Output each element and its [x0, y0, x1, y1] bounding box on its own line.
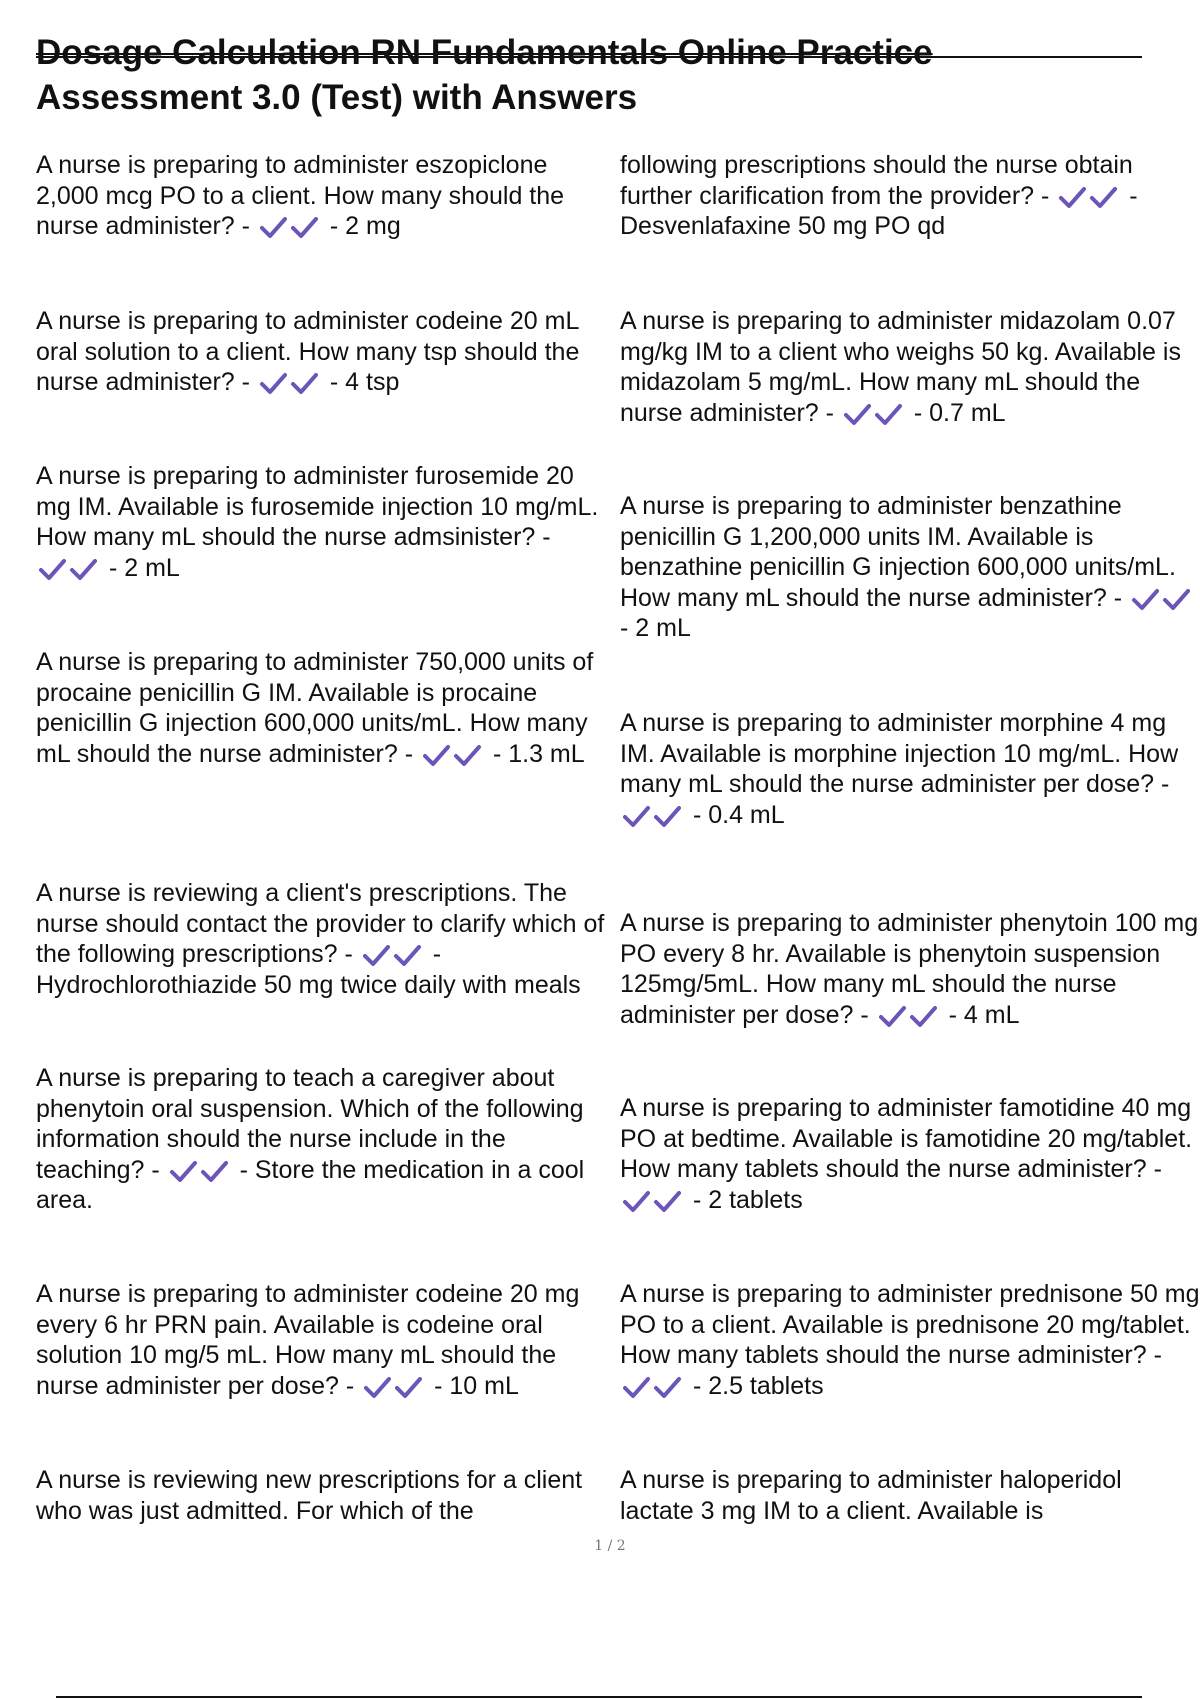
answer-text: 2 tablets [708, 1185, 803, 1214]
qa-item-right-7: A nurse is preparing to administer prednisone 50 mg PO to a client. Available is prednisone 20 mg/tablet. How many tablets should the nurse administer? - - 2.5 tablets [620, 1280, 1200, 1400]
answer-text: Store the medication in a cool area. [36, 1155, 585, 1214]
question-text: A nurse is preparing to administer famotidine 40 mg PO at bedtime. Available is famotidine 20 mg/tablet. How many tablets should the nurse administer? [620, 1094, 1193, 1183]
double-check-icon [622, 803, 684, 829]
qa-item-left-4: A nurse is preparing to administer 750,000 units of procaine penicillin G IM. Available is procaine penicillin G injection 600,000 units/mL. How many mL should the nurse administer? - - 1.3 mL [36, 648, 594, 768]
question-text: A nurse is preparing to administer codeine 20 mg every 6 hr PRN pain. Available is codeine oral solution 10 mg/5 mL. How many mL should the nurse administer per dose? [36, 1280, 580, 1400]
qa-item-right-6: A nurse is preparing to administer famotidine 40 mg PO at bedtime. Available is famotidine 20 mg/tablet. How many tablets should the nurse administer? - - 2 tablets [620, 1094, 1193, 1214]
qa-item-right-4: A nurse is preparing to administer morphine 4 mg IM. Available is morphine injection 10 mg/mL. How many mL should the nurse administer per dose? - - 0.4 mL [620, 709, 1179, 829]
qa-item-right-1: following prescriptions should the nurse obtain further clarification from the provider? - - Desvenlafaxine 50 mg PO qd [620, 151, 1138, 240]
question-text: A nurse is preparing to administer eszopiclone 2,000 mcg PO to a client. How many should the nurse administer? [36, 151, 565, 240]
double-check-icon [259, 370, 321, 396]
answer-text: 0.4 mL [708, 800, 785, 829]
qa-item-left-1: A nurse is preparing to administer eszopiclone 2,000 mcg PO to a client. How many should the nurse administer? - - 2 mg [36, 151, 565, 240]
answer-text: 2 mg [345, 212, 401, 240]
answer-text: 10 mL [449, 1371, 519, 1400]
question-text: A nurse is reviewing a client's prescriptions. The nurse should contact the provider to clarify which of the following prescriptions? [36, 879, 605, 968]
double-check-icon [259, 214, 321, 240]
page-number: 1 / 2 [594, 1538, 626, 1554]
question-text: following prescriptions should the nurse obtain further clarification from the provider? [620, 151, 1133, 210]
answer-text: 2 mL [124, 553, 180, 582]
question-text: A nurse is preparing to teach a caregiver about phenytoin oral suspension. Which of the following information should the nurse include in the teaching? [36, 1064, 584, 1184]
double-check-icon [422, 742, 484, 768]
answer-text: 4 mL [963, 1000, 1020, 1029]
qa-item-right-2: A nurse is preparing to administer midazolam 0.07 mg/kg IM to a client who weighs 50 kg. Available is midazolam 5 mg/mL. How many mL should the nurse administer? - - 0.7 mL [620, 307, 1181, 427]
answer-text: 1.3 mL [508, 739, 585, 768]
double-check-icon [362, 942, 424, 968]
question-text: A nurse is preparing to administer morphine 4 mg IM. Available is morphine injection 10 mg/mL. How many mL should the nurse administer per dose? [620, 709, 1179, 798]
qa-item-left-2: A nurse is preparing to administer codeine 20 mL oral solution to a client. How many tsp should the nurse administer? - - 4 tsp [36, 307, 580, 396]
double-check-icon [169, 1158, 231, 1184]
question-text: A nurse is preparing to administer codeine 20 mL oral solution to a client. How many tsp should the nurse administer? [36, 307, 580, 396]
qa-item-right-3: A nurse is preparing to administer benzathine penicillin G 1,200,000 units IM. Available is benzathine penicillin G injection 600,000 units/mL. How many mL should the nurse administer? - - 2 mL [620, 491, 1200, 644]
answer-text: Desvenlafaxine 50 mg PO qd [620, 212, 946, 240]
title-line-1: Dosage Calculation RN Fundamentals Online Practice [36, 33, 933, 72]
qa-item-left-7: A nurse is preparing to administer codeine 20 mg every 6 hr PRN pain. Available is codeine oral solution 10 mg/5 mL. How many mL should the nurse administer per dose? - - 10 mL [36, 1280, 580, 1400]
double-check-icon [878, 1003, 940, 1029]
double-check-icon [1131, 586, 1193, 612]
title-line-2: Assessment 3.0 (Test) with Answers [36, 78, 638, 117]
qa-item-left-5: A nurse is reviewing a client's prescriptions. The nurse should contact the provider to clarify which of the following prescriptions? - - Hydrochlorothiazide 50 mg twice daily with meals [36, 879, 605, 999]
question-text: A nurse is preparing to administer phenytoin 100 mg PO every 8 hr. Available is phenytoin suspension 125mg/5mL. How many mL should the nurse administer per dose? [620, 909, 1199, 1029]
double-check-icon [1058, 184, 1120, 210]
answer-text: 2 mL [635, 614, 691, 642]
answer-text: 2.5 tablets [708, 1371, 824, 1400]
double-check-icon [363, 1374, 425, 1400]
qa-item-left-6: A nurse is preparing to teach a caregiver about phenytoin oral suspension. Which of the following information should the nurse include in the teaching? - - Store the medication in a cool area. [36, 1064, 585, 1214]
double-check-icon [622, 1374, 684, 1400]
answer-text: 4 tsp [345, 368, 400, 396]
document-title [36, 30, 1136, 120]
double-check-icon [38, 556, 100, 582]
double-check-icon [622, 1188, 684, 1214]
question-text: A nurse is preparing to administer haloperidol lactate 3 mg IM to a client. Available is [620, 1466, 1122, 1525]
question-text: A nurse is preparing to administer benzathine penicillin G 1,200,000 units IM. Available is benzathine penicillin G injection 600,000 units/mL. How many mL should the nurse administer? [620, 492, 1176, 612]
bottom-rule [56, 1696, 1142, 1698]
qa-item-right-8-partial [620, 1465, 1200, 1526]
question-text: A nurse is preparing to administer midazolam 0.07 mg/kg IM to a client who weighs 50 kg. Available is midazolam 5 mg/mL. How many mL should the nurse administer? [620, 307, 1181, 427]
qa-item-right-5: A nurse is preparing to administer phenytoin 100 mg PO every 8 hr. Available is phenytoin suspension 125mg/5mL. How many mL should the nurse administer per dose? - - 4 mL [620, 909, 1199, 1029]
answer-text: 0.7 mL [929, 398, 1006, 427]
question-text: A nurse is preparing to administer prednisone 50 mg PO to a client. Available is prednisone 20 mg/tablet. How many tablets should the nurse administer? [620, 1280, 1200, 1369]
double-check-icon [843, 401, 905, 427]
title-rule [36, 56, 1142, 58]
qa-item-left-8-partial [36, 1465, 606, 1526]
qa-item-left-3: A nurse is preparing to administer furosemide 20 mg IM. Available is furosemide injection 10 mg/mL. How many mL should the nurse admsinister? - - 2 mL [36, 462, 599, 582]
answer-text: Hydrochlorothiazide 50 mg twice daily with meals [36, 970, 581, 999]
question-text: A nurse is preparing to administer furosemide 20 mg IM. Available is furosemide injection 10 mg/mL. How many mL should the nurse admsinister? [36, 462, 599, 551]
question-text: A nurse is preparing to administer 750,000 units of procaine penicillin G IM. Available is procaine penicillin G injection 600,000 units/mL. How many mL should the nurse administer? [36, 648, 594, 768]
question-text: A nurse is reviewing new prescriptions for a client who was just admitted. For which of the [36, 1466, 583, 1525]
